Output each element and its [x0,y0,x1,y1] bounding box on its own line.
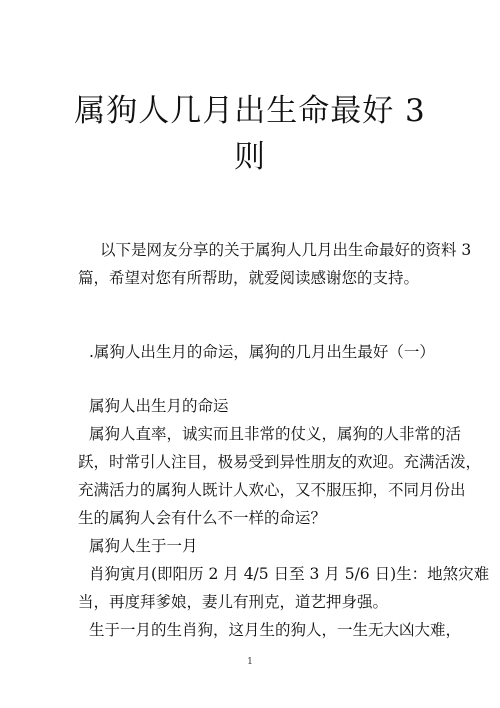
title-line-2: 则 [234,139,266,175]
paragraph-line: 生的属狗人会有什么不一样的命运？ [78,509,327,527]
subheading-fate: 属狗人出生月的命运 [89,397,229,415]
paragraph-line: 当，再度拜爹娘，妻儿有刑克，道艺押身强。 [78,593,389,611]
paragraph-line: 肖狗寅月(即阳历 2 月 4/5 日至 3 月 5/6 日)生：地煞灾难 [89,565,490,583]
page-number: 1 [247,657,253,667]
paragraph-line: 生于一月的生肖狗，这月生的狗人，一生无大凶大难， [89,621,462,639]
body-text [78,392,490,644]
intro-line-1: 以下是网友分享的关于属狗人几月出生命最好的资料 3 [100,241,472,259]
intro-line-2: 篇，希望对您有所帮助，就爱阅读感谢您的支持。 [78,269,420,287]
section-heading: .属狗人出生月的命运，属狗的几月出生最好（一） [89,343,435,361]
paragraph-line: 充满活力的属狗人既计人欢心，又不服压抑，不同月份出 [78,481,466,499]
intro-paragraph [78,236,472,292]
title-line-1: 属狗人几月出生命最好 3 [74,93,426,129]
subheading-january: 属狗人生于一月 [89,537,198,555]
document-title [60,88,440,180]
paragraph-line: 跃，时常引人注目，极易受到异性朋友的欢迎。充满活泼， [78,453,482,471]
paragraph-line: 属狗人直率，诚实而且非常的仗义，属狗的人非常的活 [89,425,462,443]
